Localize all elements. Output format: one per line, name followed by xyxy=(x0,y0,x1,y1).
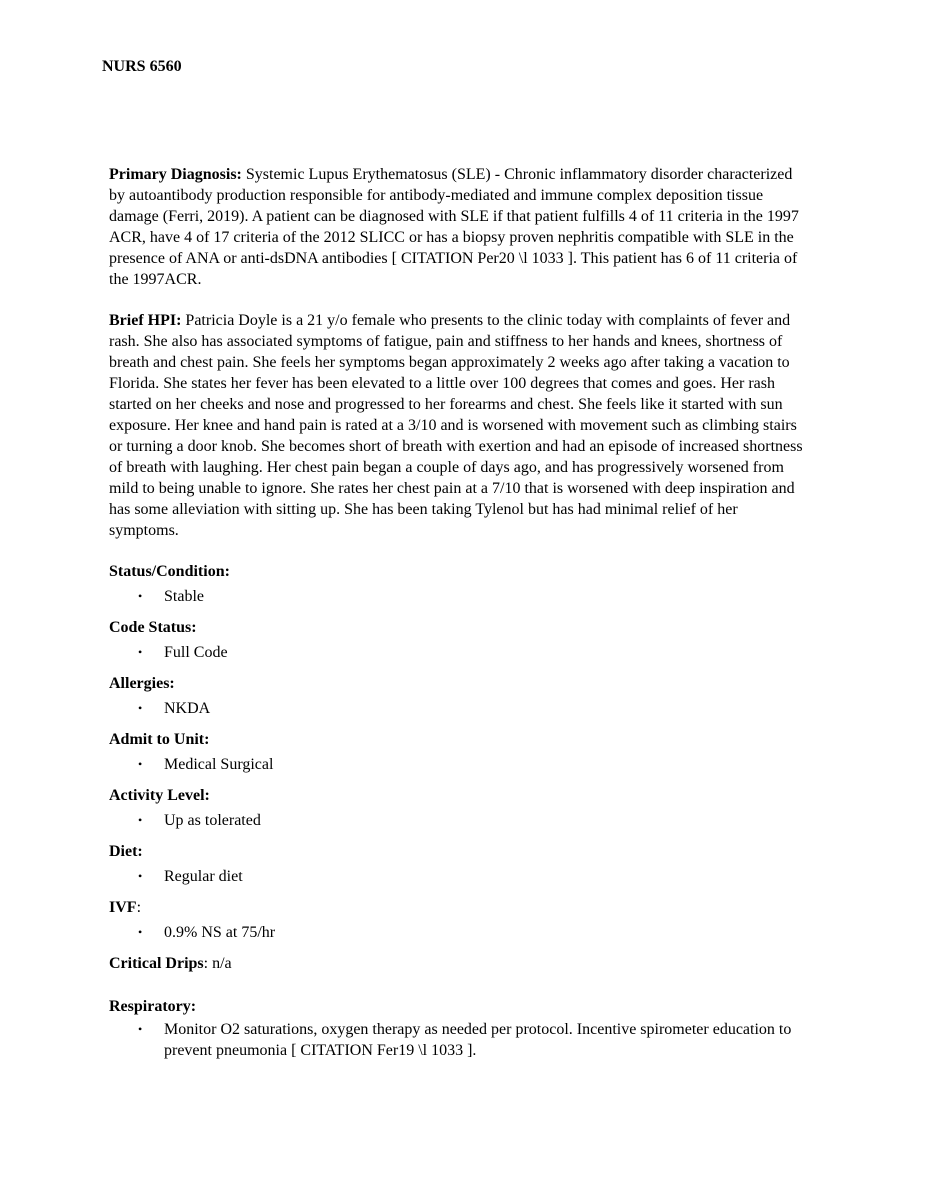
allergies-value: NKDA xyxy=(164,700,211,717)
document-body xyxy=(109,164,809,1071)
bullet-icon: • xyxy=(138,757,143,771)
admit-unit-list xyxy=(109,754,809,775)
ivf-section xyxy=(109,897,809,943)
list-item xyxy=(109,1019,809,1061)
primary-diagnosis-label: Primary Diagnosis: xyxy=(109,166,242,183)
brief-hpi-label: Brief HPI: xyxy=(109,312,182,329)
ivf-list xyxy=(109,922,809,943)
activity-level-section xyxy=(109,785,809,831)
critical-drips-label: Critical Drips xyxy=(109,955,204,972)
activity-level-heading: Activity Level: xyxy=(109,787,210,804)
brief-hpi-paragraph xyxy=(109,310,809,541)
list-item xyxy=(109,642,809,663)
list-item xyxy=(109,922,809,943)
list-item xyxy=(109,810,809,831)
primary-diagnosis-text: Systemic Lupus Erythematosus (SLE) - Chronic inflammatory disorder characterized by autoantibody production responsible for antibody-mediated and immune complex deposition tissue damage (Ferri, 2019). A patient can be diagnosed with SLE if that patient fulfills 4 of 11 criteria in the 1997 ACR, have 4 of 17 criteria of the 2012 SLICC or has a biopsy proven nephritis compatible with SLE in the presence of ANA or anti-dsDNA antibodies [ CITATION Per20 \l 1033 ]. This patient has 6 of 11 criteria of the 1997ACR. xyxy=(109,166,799,288)
critical-drips-value: : n/a xyxy=(203,955,232,972)
allergies-section xyxy=(109,673,809,719)
bullet-icon: • xyxy=(138,869,143,883)
admit-unit-value: Medical Surgical xyxy=(164,756,274,773)
respiratory-heading: Respiratory: xyxy=(109,998,197,1015)
respiratory-list xyxy=(109,1019,809,1061)
diet-heading: Diet: xyxy=(109,843,143,860)
critical-drips-line xyxy=(109,953,809,974)
status-condition-heading: Status/Condition: xyxy=(109,563,230,580)
status-condition-value: Stable xyxy=(164,588,204,605)
code-status-list xyxy=(109,642,809,663)
bullet-icon: • xyxy=(138,645,143,659)
bullet-icon: • xyxy=(138,813,143,827)
bullet-icon: • xyxy=(138,589,143,603)
allergies-heading: Allergies: xyxy=(109,675,175,692)
list-item xyxy=(109,754,809,775)
bullet-icon: • xyxy=(138,1022,143,1036)
admit-unit-heading: Admit to Unit: xyxy=(109,731,210,748)
bullet-icon: • xyxy=(138,701,143,715)
code-status-section xyxy=(109,617,809,663)
diet-list xyxy=(109,866,809,887)
list-item xyxy=(109,866,809,887)
code-status-heading: Code Status: xyxy=(109,619,197,636)
bullet-icon: • xyxy=(138,925,143,939)
status-condition-list xyxy=(109,586,809,607)
brief-hpi-text: Patricia Doyle is a 21 y/o female who presents to the clinic today with complaints of fever and rash. She also has associated symptoms of fatigue, pain and stiffness to her hands and knees, shortness of breath and chest pain. She feels her symptoms began approximately 2 weeks ago after taking a vacation to Florida. She states her fever has been elevated to a little over 100 degrees that comes and goes. Her rash started on her cheeks and nose and progressed to her forearms and chest. She feels like it started with sun exposure. Her knee and hand pain is rated at a 3/10 and is worsened with movement such as climbing stairs or turning a door knob. She becomes short of breath with exertion and had an episode of increased shortness of breath with laughing. Her chest pain began a couple of days ago, and has progressively worsened from mild to being unable to ignore. She rates her chest pain at a 7/10 that is worsened with deep inspiration and has some alleviation with sitting up. She has been taking Tylenol but has had minimal relief of her symptoms. xyxy=(109,312,803,539)
ivf-heading xyxy=(109,897,809,918)
activity-level-list xyxy=(109,810,809,831)
ivf-value: 0.9% NS at 75/hr xyxy=(164,924,276,941)
status-condition-section xyxy=(109,561,809,607)
admit-unit-section xyxy=(109,729,809,775)
course-header: NURS 6560 xyxy=(102,58,182,75)
code-status-value: Full Code xyxy=(164,644,228,661)
allergies-list xyxy=(109,698,809,719)
diet-section xyxy=(109,841,809,887)
diet-value: Regular diet xyxy=(164,868,243,885)
activity-level-value: Up as tolerated xyxy=(164,812,261,829)
list-item xyxy=(109,586,809,607)
respiratory-section xyxy=(109,996,809,1061)
primary-diagnosis-paragraph xyxy=(109,164,809,290)
ivf-heading-colon: : xyxy=(136,899,142,916)
ivf-heading-label: IVF xyxy=(109,899,137,916)
respiratory-value: Monitor O2 saturations, oxygen therapy as needed per protocol. Incentive spirometer education to prevent pneumonia [ CITATION Fer19 \l 1033 ]. xyxy=(164,1021,792,1059)
list-item xyxy=(109,698,809,719)
